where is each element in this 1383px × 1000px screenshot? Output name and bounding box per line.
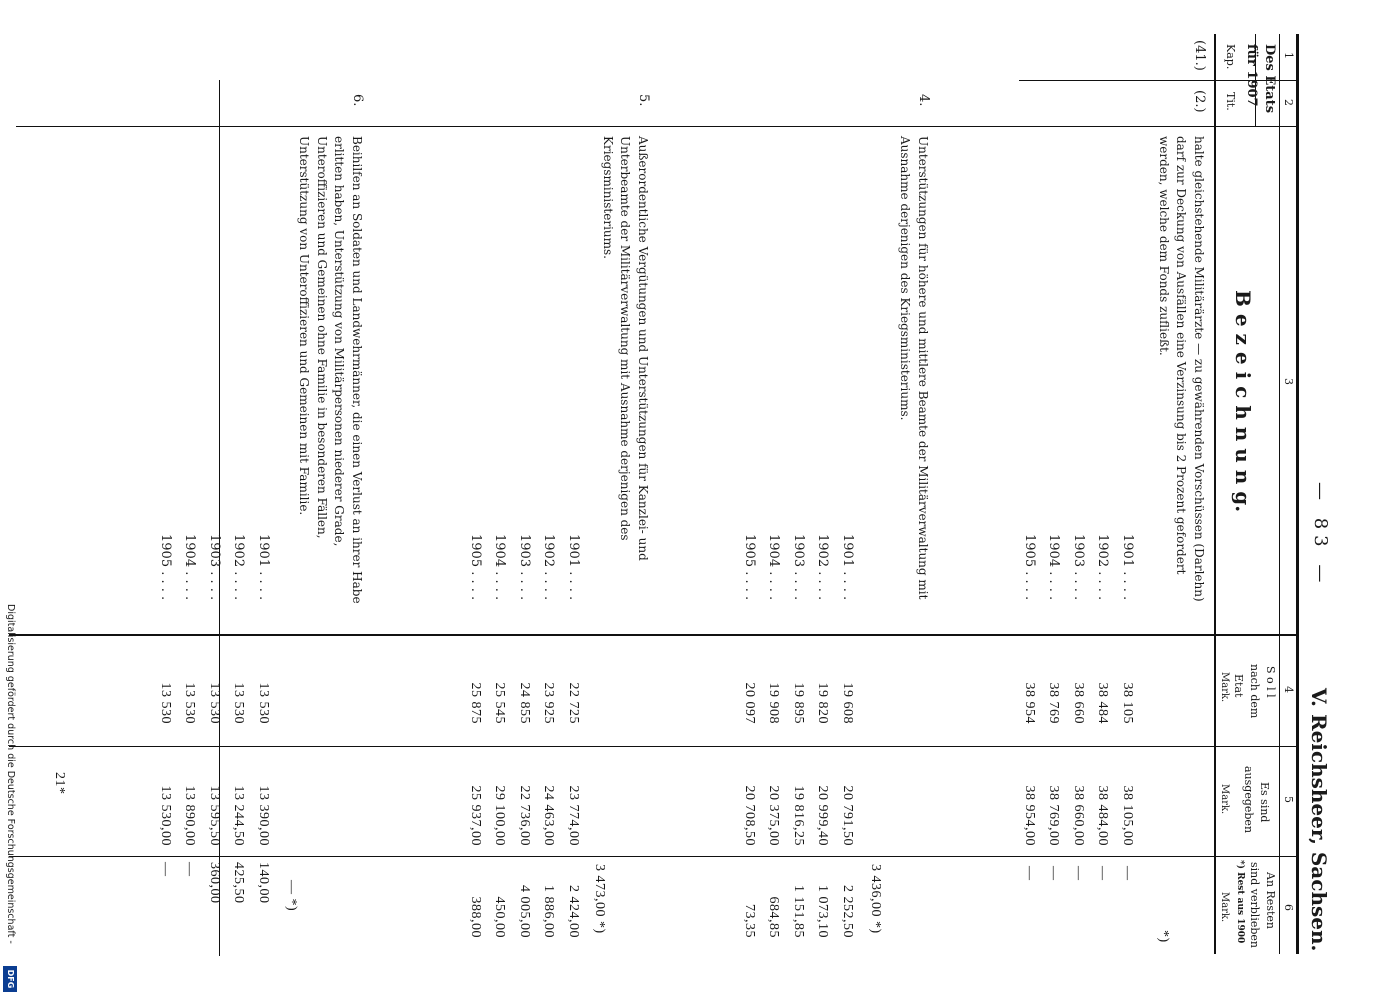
row3-reste (463, 862, 586, 938)
soll-value: 38 484 (1095, 682, 1111, 724)
col-number-1: 1 (1282, 52, 1295, 59)
row3-description: Außerordentliche Vergütungen und Unterstützungen für Kanzlei- und Unterbeamte der Militärverwaltung mit Ausnahme derjenigen des Kriegsministeriums. (601, 136, 650, 561)
row2-description: Unterstützungen für höhere und mittlere Beamte der Militärverwaltung mit Ausnahme derjenigen des Kriegsministeriums. (898, 136, 930, 600)
reste-value: 425,50 (231, 862, 247, 904)
reste-value: — (1046, 866, 1062, 881)
soll-value: 19 820 (815, 682, 831, 724)
ausgegeben-value: 13 890,00 (182, 785, 198, 846)
soll-value: 13 530 (158, 682, 173, 724)
reste-value: — (1071, 866, 1086, 881)
reste-value: 4 005,00 (517, 885, 532, 938)
row1-years (1017, 534, 1140, 600)
digitization-note: Digitalisierung gefördert durch die Deutsche Forschungsgemeinschaft - (5, 604, 16, 944)
year-label: 1905 . . . . (1022, 534, 1037, 601)
soll-header-line2: nach dem (1248, 664, 1261, 719)
etat-header-line1: Des Etats (1262, 44, 1277, 114)
reste-header-line1: An Resten (1264, 872, 1277, 929)
soll-unit: Mark. (1219, 672, 1230, 703)
soll-value: 13 530 (182, 682, 198, 724)
row3-soll (463, 652, 586, 724)
page-signature: 21* (52, 772, 67, 795)
row1-tit: (2.) (1192, 90, 1207, 113)
ausgegeben-value: 25 937,00 (468, 785, 483, 846)
soll-value: 19 608 (840, 682, 855, 724)
col-divider-2-3 (16, 126, 1299, 127)
row2-ausgegeben (737, 756, 860, 846)
year-label: 1904 . . . . (492, 534, 508, 601)
dfg-logo: DFG (3, 966, 17, 992)
reste-value: 2 424,00 (566, 885, 581, 938)
reste-value: 1 151,85 (791, 885, 806, 938)
reste-value: — (182, 862, 198, 877)
row4-soll (153, 652, 276, 724)
row1-ausgegeben (1017, 756, 1140, 846)
row3-ausgegeben (463, 756, 586, 846)
ausgegeben-value: 29 100,00 (492, 785, 508, 846)
row4-reste (153, 862, 276, 922)
row1-kap: (41.) (1192, 40, 1207, 71)
header-bottom-rule (1214, 34, 1216, 954)
ausgegeben-header-line2: ausgegeben (1242, 766, 1255, 834)
soll-value: 20 097 (742, 682, 757, 724)
soll-value: 13 530 (256, 682, 271, 724)
year-label: 1904 . . . . (182, 534, 198, 601)
row2-reste-extra: 3 436,00 *) (868, 864, 883, 934)
page-number: — 83 — (1310, 482, 1331, 589)
soll-value: 13 530 (231, 682, 247, 724)
row3-reste-extra: 3 473,00 *) (592, 864, 607, 934)
row4-description: Beihilfen an Soldaten und Landwehrmänner, die einen Verlust an ihrer Habe erlitten haben, Unterstützung von Militärpersonen niederer Grade, Unteroffizieren und Gemeinen ohne Familie in besonderen Fällen, Unterstützung von Unteroffizieren und Gemeinen mit Familie. (297, 136, 364, 604)
year-label: 1903 . . . . (517, 534, 532, 601)
chapter-title: V. Reichsheer, Sachsen. (1307, 688, 1331, 952)
row2-reste (737, 862, 860, 938)
ausgegeben-value: 19 816,25 (791, 785, 806, 846)
row1-soll (1017, 652, 1140, 724)
ausgegeben-value: 13 390,00 (256, 785, 271, 846)
reste-value: — (158, 862, 173, 877)
bezeichnung-header: B e z e i c h n u n g. (1231, 290, 1255, 513)
col-number-6: 6 (1282, 904, 1295, 911)
row2-tit: 4. (916, 94, 931, 107)
table-top-rule (1296, 34, 1299, 954)
row3-years (463, 534, 586, 600)
reste-value: 73,35 (742, 904, 757, 938)
year-label: 1902 . . . . (815, 534, 831, 601)
soll-header-line1: S o l l (1264, 666, 1277, 698)
reste-unit: Mark. (1219, 892, 1230, 923)
year-label: 1904 . . . . (1046, 534, 1062, 601)
ausgegeben-value: 24 463,00 (541, 785, 557, 846)
reste-value: — (1022, 866, 1037, 881)
ausgegeben-value: 38 769,00 (1046, 785, 1062, 846)
col-divider-5-6 (9, 856, 1299, 857)
year-label: 1901 . . . . (566, 534, 581, 601)
soll-value: 22 725 (566, 682, 581, 724)
row4-reste-extra: — *) (284, 880, 299, 912)
year-label: 1904 . . . . (766, 534, 782, 601)
row3-tit: 5. (636, 94, 651, 107)
reste-value: — (1095, 866, 1111, 881)
reste-header-line2: sind verblieben (1248, 862, 1261, 948)
row2-years (737, 534, 860, 600)
soll-header-line3: Etat (1232, 674, 1245, 698)
col-number-3: 3 (1282, 378, 1295, 385)
reste-value: 140,00 (256, 862, 271, 904)
ausgegeben-unit: Mark. (1219, 784, 1230, 815)
year-label: 1905 . . . . (158, 534, 173, 601)
soll-value: 38 105 (1120, 682, 1135, 724)
reste-value: — (1120, 866, 1135, 881)
ausgegeben-value: 23 774,00 (566, 785, 581, 846)
year-label: 1903 . . . . (791, 534, 806, 601)
ausgegeben-value: 13 244,50 (231, 785, 247, 846)
row4-ausgegeben (153, 756, 276, 846)
ausgegeben-value: 20 708,50 (742, 785, 757, 846)
column-number-rule (1279, 34, 1280, 954)
ausgegeben-value: 13 595,50 (207, 785, 222, 846)
col-divider-3-4 (9, 634, 1299, 636)
soll-value: 38 769 (1046, 682, 1062, 724)
col-number-2: 2 (1282, 99, 1295, 106)
reste-header-line3: *) Rest aus 1900 (1235, 860, 1245, 944)
ausgegeben-value: 20 375,00 (766, 785, 782, 846)
ausgegeben-value: 38 484,00 (1095, 785, 1111, 846)
row1-reste (1017, 866, 1140, 926)
soll-value: 19 908 (766, 682, 782, 724)
ausgegeben-value: 38 105,00 (1120, 785, 1135, 846)
year-label: 1902 . . . . (1095, 534, 1111, 601)
year-label: 1905 . . . . (742, 534, 757, 601)
soll-value: 25 875 (468, 682, 483, 724)
tit-header: Tit. (1224, 92, 1237, 111)
ausgegeben-value: 38 954,00 (1022, 785, 1037, 846)
year-label: 1901 . . . . (840, 534, 855, 601)
reste-value: 450,00 (492, 896, 508, 938)
reste-value: 388,00 (468, 896, 483, 938)
row4-tit: 6. (350, 94, 365, 107)
digitization-footer (1, 604, 17, 994)
soll-value: 24 855 (517, 682, 532, 724)
year-label: 1905 . . . . (468, 534, 483, 601)
row2-soll (737, 652, 860, 724)
year-label: 1903 . . . . (1071, 534, 1086, 601)
ausgegeben-value: 20 791,50 (840, 785, 855, 846)
soll-value: 23 925 (541, 682, 557, 724)
col-divider-4-5 (9, 746, 1299, 747)
col-number-5: 5 (1282, 796, 1295, 803)
reste-value: 1 886,00 (541, 885, 557, 938)
reste-value: 1 073,10 (815, 885, 831, 938)
soll-value: 13 530 (207, 682, 222, 724)
row1-description: halte gleichstehende Militärärzte — zu gewährenden Vorschüssen (Darlehn) darf zur Deckung von Ausfällen eine Verzinsung bis 2 Prozent gefordert werden, welche dem Fonds zufließt. (1157, 136, 1206, 602)
ausgegeben-value: 13 530,00 (158, 785, 173, 846)
row4-years (153, 534, 276, 600)
reste-value: 2 252,50 (840, 885, 855, 938)
reste-value: 684,85 (766, 896, 782, 938)
ausgegeben-value: 38 660,00 (1071, 785, 1086, 846)
soll-value: 38 660 (1071, 682, 1086, 724)
reste-value: 360,00 (207, 862, 222, 904)
etat-header-line2: für 1907 (1244, 44, 1259, 107)
ausgegeben-header-line1: Es sind (1258, 782, 1271, 823)
soll-value: 38 954 (1022, 682, 1037, 724)
year-label: 1902 . . . . (541, 534, 557, 601)
year-label: 1902 . . . . (231, 534, 247, 601)
year-label: 1901 . . . . (1120, 534, 1135, 601)
year-label: 1901 . . . . (256, 534, 271, 601)
year-label: 1903 . . . . (207, 534, 222, 601)
soll-value: 25 545 (492, 682, 508, 724)
kap-header: Kap. (1224, 44, 1237, 70)
soll-value: 19 895 (791, 682, 806, 724)
row1-reste-note: *) (1156, 930, 1171, 943)
col-number-4: 4 (1282, 686, 1295, 693)
ausgegeben-value: 20 999,40 (815, 785, 831, 846)
ausgegeben-value: 22 736,00 (517, 785, 532, 846)
